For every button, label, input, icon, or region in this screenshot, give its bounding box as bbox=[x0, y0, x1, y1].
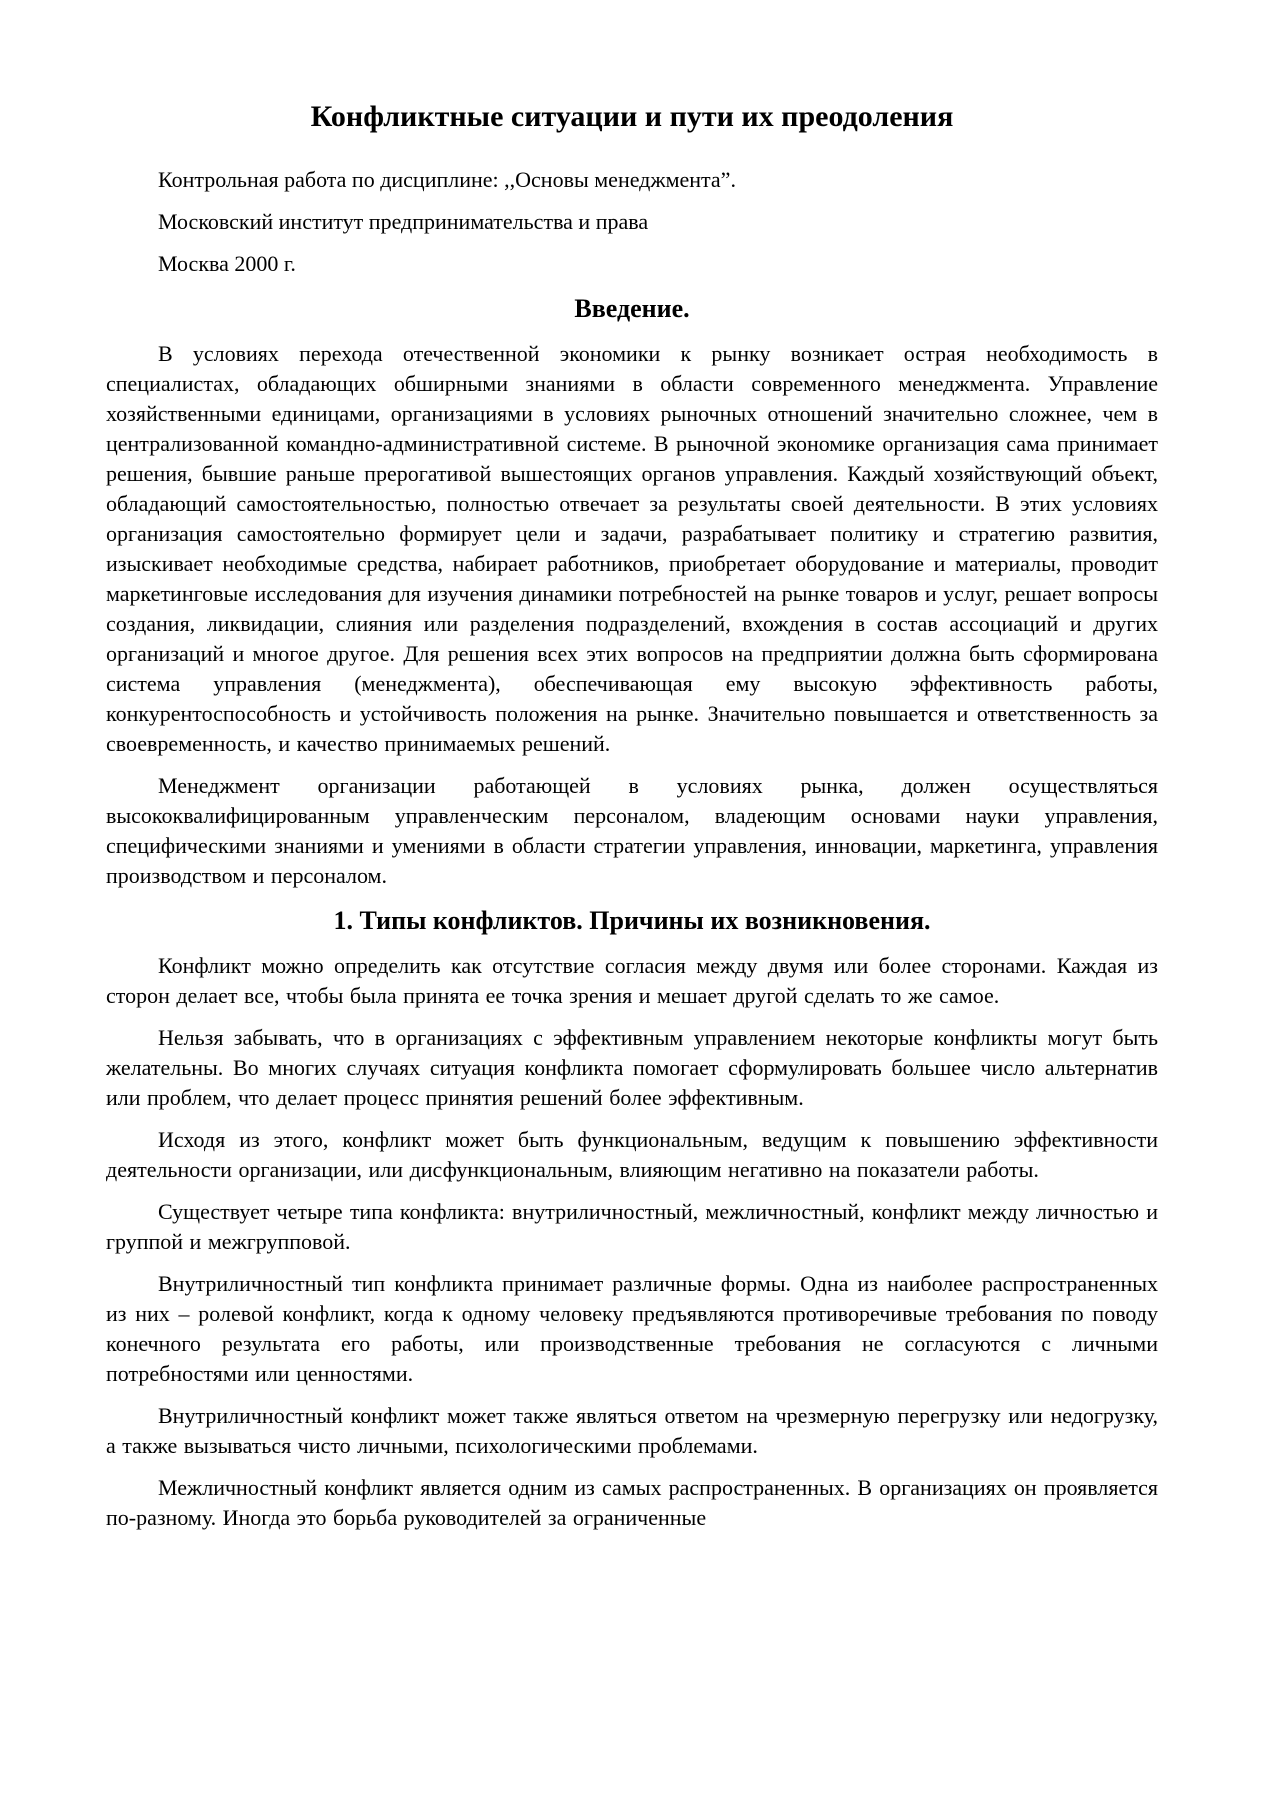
meta-line-institute: Московский институт предпринимательства и права bbox=[158, 209, 649, 234]
paragraph-desirable-conflicts: Нельзя забывать, что в организациях с эффективным управлением некоторые конфликты могут быть желательны. Во многих случаях ситуация конфликта помогает сформулировать большее число альтернатив или проблем, что делает процесс принятия решений более эффективным. bbox=[106, 1025, 1158, 1110]
paragraph-intro-2: Менеджмент организации работающей в условиях рынка, должен осуществляться высококвалифицированным управленческим персоналом, владеющим основами науки управления, специфическими знаниями и умениями в области стратегии управления, инновации, маркетинга, управления производством и персоналом. bbox=[106, 773, 1158, 888]
paragraph-conflict-definition: Конфликт можно определить как отсутствие согласия между двумя или более сторонами. Каждая из сторон делает все, чтобы была принята ее точка зрения и мешает другой сделать то же самое. bbox=[106, 953, 1158, 1008]
section-heading-conflict-types: 1. Типы конфликтов. Причины их возникновения. bbox=[333, 906, 931, 935]
paragraph-functional-dysfunctional: Исходя из этого, конфликт может быть функциональным, ведущим к повышению эффективности деятельности организации, или дисфункциональным, влияющим негативно на показатели работы. bbox=[106, 1127, 1158, 1182]
meta-line-city-year: Москва 2000 г. bbox=[158, 251, 296, 276]
paragraph-intrapersonal-forms: Внутриличностный тип конфликта принимает различные формы. Одна из наиболее распространенных из них – ролевой конфликт, когда к одному человеку предъявляются противоречивые требования по поводу конечного результата его работы, или производственные требования не согласуются с личными потребностями или ценностями. bbox=[106, 1271, 1158, 1386]
meta-line-course: Контрольная работа по дисциплине: ,,Основы менеджмента”. bbox=[158, 167, 736, 192]
paragraph-interpersonal: Межличностный конфликт является одним из самых распространенных. В организациях он проявляется по-разному. Иногда это борьба руководителей за ограниченные bbox=[106, 1475, 1158, 1530]
paragraph-four-types: Существует четыре типа конфликта: внутриличностный, межличностный, конфликт между личностью и группой и межгрупповой. bbox=[106, 1199, 1158, 1254]
paragraph-intro-1: В условиях перехода отечественной экономики к рынку возникает острая необходимость в специалистах, обладающих обширными знаниями в области современного менеджмента. Управление хозяйственными единицами, организациями в условиях рыночных отношений значительно сложнее, чем в централизованной командно-административной системе. В рыночной экономике организация сама принимает решения, бывшие раньше прерогативой вышестоящих органов управления. Каждый хозяйствующий объект, обладающий самостоятельностью, полностью отвечает за результаты своей деятельности. В этих условиях организация самостоятельно формирует цели и задачи, разрабатывает политику и стратегию развития, изыскивает необходимые средства, набирает работников, приобретает оборудование и материалы, проводит маркетинговые исследования для изучения динамики потребностей на рынке товаров и услуг, решает вопросы создания, ликвидации, слияния или разделения подразделений, вхождения в состав ассоциаций и других организаций и многое другое. Для решения всех этих вопросов на предприятии должна быть сформирована система управления (менеджмента), обеспечивающая ему высокую эффективность работы, конкурентоспособность и устойчивость положения на рынке. Значительно повышается и ответственность за своевременность, и качество принимаемых решений. bbox=[106, 341, 1158, 756]
section-heading-introduction: Введение. bbox=[574, 294, 690, 323]
paragraph-intrapersonal-overload: Внутриличностный конфликт может также являться ответом на чрезмерную перегрузку или недогрузку, а также вызываться чисто личными, психологическими проблемами. bbox=[106, 1403, 1158, 1458]
document-title: Конфликтные ситуации и пути их преодоления bbox=[310, 100, 954, 133]
